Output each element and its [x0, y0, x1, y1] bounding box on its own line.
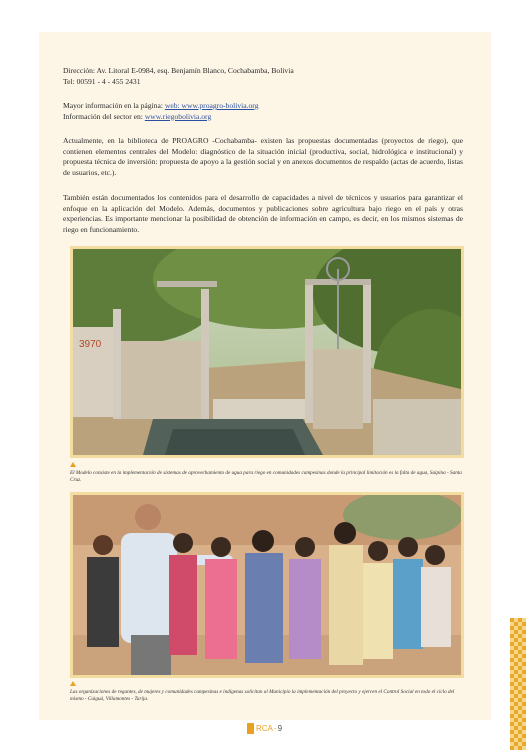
phone-text: Tel: 00591 - 4 - 455 2431 [63, 76, 141, 86]
photo-1-caption: El Modelo consiste en la implementación de sistemas de aprovechamiento de agua para riego en comunidades campesinas donde la principal limitación es la falta de agua, Saipina - Santa Cruz. [70, 470, 462, 483]
footer-brand: RCA [256, 723, 273, 733]
paragraph-2 [63, 193, 463, 235]
sector-info-line [63, 112, 463, 123]
page-number: 9 [277, 723, 283, 733]
irrigation-gates-illustration [73, 249, 461, 455]
footer-mark-icon [247, 723, 254, 734]
address-text: Dirección: Av. Litoral E-0984, esq. Benjamín Blanco, Cochabamba, Bolivia [63, 66, 294, 75]
photo-irrigation-gates [70, 246, 464, 458]
caption-2-marker-icon [70, 681, 76, 686]
footer-separator: - [273, 723, 277, 733]
community-meeting-illustration [73, 495, 461, 675]
paragraph-1 [63, 136, 463, 178]
more-info-block [63, 101, 463, 122]
more-info-label: Mayor información en la página: [63, 101, 165, 110]
sector-info-label: Información del sector en: [63, 111, 145, 121]
photo-community-meeting [70, 492, 464, 678]
page-footer [247, 722, 282, 734]
proagro-link[interactable]: web: www.proagro-bolivia.org [164, 101, 259, 110]
paragraph-2-text: También están documentados los contenidos para el desarrollo de capacidades a nivel de técnicos y usuarios para garantizar el enfoque en la aplicación del Modelo. Además, documentos y publicaciones sobre agricultura bajo riego en el país y otras experiencias. Es importante mencionar la posibilidad de obtención de información en campo, es decir, en los mismos sistemas de riego en funcionamiento. [63, 193, 463, 234]
more-info-line [63, 101, 463, 112]
paragraph-1-text: Actualmente, en la biblioteca de PROAGRO -Cochabamba- existen las propuestas documentadas (proyectos de riego), que contienen elementos centrales del Modelo: diagnóstico de la situación inicial (productiva, social, hidrológica e institucional) y propuesta técnica de inversión: propuesta de apoyo a la gestión social y en anexos documentos de respaldo (actas de acuerdo, listas de usuarios, etc.). [63, 136, 463, 177]
stamp-text: 3970 [79, 339, 102, 350]
riegobolivia-link[interactable]: www.riegobolivia.org [144, 111, 212, 121]
contact-block [63, 66, 463, 87]
side-pattern-decoration [510, 618, 526, 750]
caption-1-marker-icon [70, 462, 76, 467]
photo-2-caption: Las organizaciones de regantes, de mujeres y comunidades campesinas e indígenas solicitan al Municipio la implementación del proyecto y ejercen el Control Social en todo el ciclo del mismo - Caiguá, Villamontes - Tarija. [70, 689, 455, 702]
